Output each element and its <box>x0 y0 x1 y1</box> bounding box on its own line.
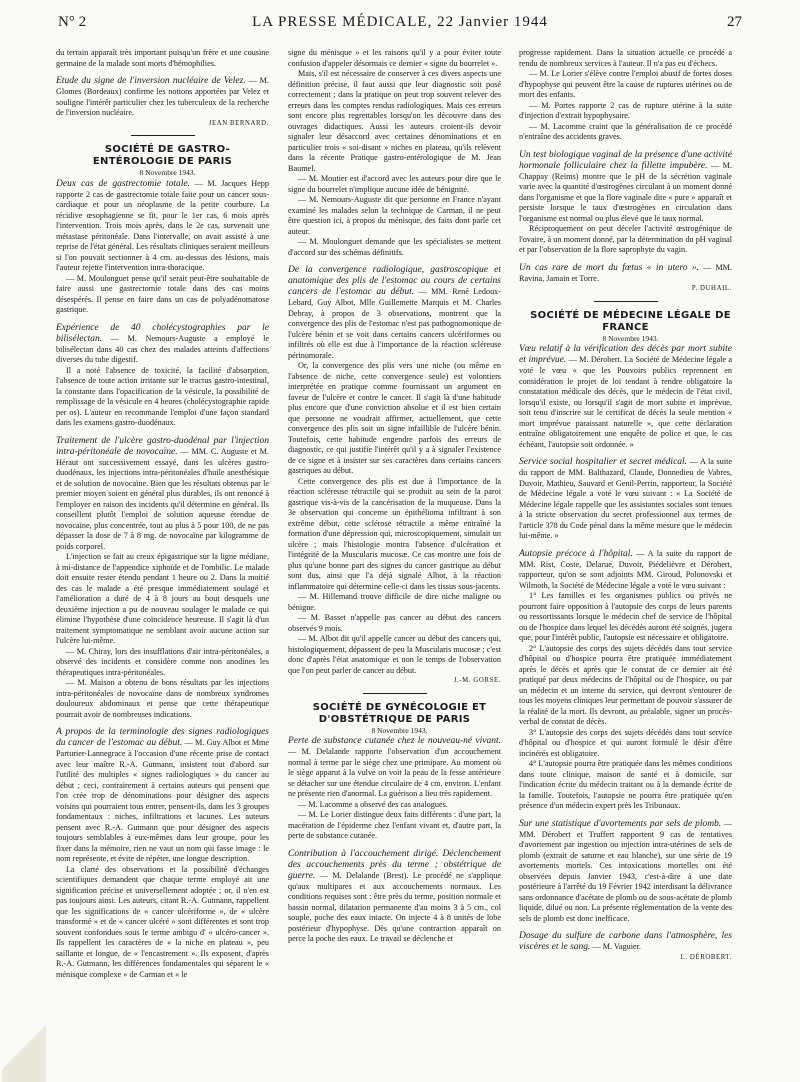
divider <box>131 135 195 136</box>
article-body: — MM. Dérobert et Truffert rapportent 9 cas de tentatives d'avortement par ingestion ou injection intra-utérines de sels de plomb (extrait de saturne et eau blanche), sur une série de 19 avortements mortels. Ces intoxications mortelles ont été observées depuis Janvier 1943, c'est-à-dire à une date postérieure à l'arrêté du 19 Février 1942 interdisant la délivrance sans ordonnance d'acétate de plomb ou de sous-acétate de plomb liquide, dilué ou non. La présente réglementation de la vente des sels de plomb est donc inefficace. <box>519 818 732 923</box>
article-title: Contribution à l'accouchement dirigé. Déclenchement des accouchements près du terme ; obstétrique de guerre. <box>288 848 501 881</box>
paragraph: — M. Moulonguet demande que les spécialistes se mettent d'accord sur des schémas définitifs. <box>288 237 501 257</box>
divider <box>363 693 427 694</box>
article-body: — M. Chappay (Reims) montre que le pH de la sécrétion vaginale varie avec la quantité d'œstrogènes circulant à un moment donné dans l'organisme et que la flore vaginale dite « pure » apparaît et persiste lorsque le taux d'œstrogènes en circulation dans l'organisme est normal ou plus élevé que le taux normal. <box>519 160 732 223</box>
paragraph: — M. Basset n'appelle pas cancer au début des cancers observés 9 mois. <box>288 613 501 633</box>
paragraph: du terrain apparaît très important puisqu'un frère et une cousine germaine de la malade sont morts d'hémophilies. <box>56 48 269 68</box>
paragraph: — M. Hillemand trouve difficile de dire niche maligne ou bénigne. <box>288 592 501 612</box>
paragraph: — M. Maison a obtenu de bons résultats par les injections intra-péritonéales de novocaïne dans de nombreux syndromes douloureux abdominaux et pense que cette thérapeutique pourrait avoir de nombreuses indications. <box>56 678 269 719</box>
article-title: Traitement de l'ulcère gastro-duodénal par l'injection intra-péritonéale de novocaïne. <box>56 435 269 457</box>
article-title: Expérience de 40 cholécystographies par le bilisélectan. <box>56 322 269 344</box>
author-signature: P. DUHAIL. <box>691 285 732 292</box>
society-heading: SOCIÉTÉ DE GASTRO-ENTÉROLOGIE DE PARIS <box>92 144 233 167</box>
article-title: Un test biologique vaginal de la présence d'une activité hormonale folliculaire chez la fillette impubère. <box>519 149 732 171</box>
article-title: A propos de la terminologie des signes radiologiques du cancer de l'estomac au début. <box>56 727 269 748</box>
article-body: — MM. Ravina, Jamain et Torre. <box>519 262 732 283</box>
session-date: 8 Novembre 1943. <box>139 168 196 177</box>
article-body: — A la suite du rapport de MM. Rist, Coste, Delarue, Duvoir, Piédelièvre et Dérobert, rapporteur, qu'on se sont adjoints MM. Giroud, Polonovski et Wilmoth, la Société de Médecine légale a voté le vœu suivant : <box>519 548 732 590</box>
session-date: 8 Novembre 1943. <box>602 333 659 343</box>
society-heading: SOCIÉTÉ DE GYNÉCOLOGIE ET D'OBSTÉTRIQUE DE PARIS <box>312 701 487 725</box>
paragraph: — M. Le Lorier distingue deux faits différents : d'une part, la macération de l'épiderme chez l'enfant vivant et, d'autre part, la perte de substance cutanée. <box>288 810 501 840</box>
article-body: — A la suite du rapport de MM. Balthazard, Claude, Donnedieu de Vabres, Duvoir, Mathieu, Sauvard et Genil-Perrin, rapporteur, la Société de Médecine légale a voté le vœu suivant : « La Société de Médecine légale rappelle que les assistantes sociales sont tenues à la stricte observation du secret professionnel aux termes de l'article 378 du Code pénal dans la même mesure que le médecin lui-même. » <box>519 457 732 540</box>
paragraph: progresse rapidement. Dans la situation actuelle ce procédé a rendu de nombreux services à l'auteur. Il n'a pas eu d'échecs. <box>519 48 732 68</box>
list-item: 3° L'autopsie des corps des sujets décédés dans tout service d'hôpital ou d'hospice et qui auront formulé le désir d'être incinérés est obligatoire. <box>519 727 732 758</box>
society-heading: SOCIÉTÉ DE MÉDECINE LÉGALE DE FRANCE <box>530 309 731 333</box>
article-body: — M. Jacques Hepp rapporte 2 cas de gastrectomie totale faite pour un cancer sous-cardiaque et pour un néoplasme de la petite courbure. La récidive œsophagienne se fit, pour le 1er cas, 6 mois après l'intervention. Trois mois après, dans le 2e cas, survenait une métastase péritonéale. Dans l'intervalle, on avait assisté à une reprise de l'état général. Les résultats cliniques seraient meilleurs si l'on pouvait sectionner à 4 cm. au-dessus des lésions, mais l'auteur rejette l'intervention intra-thoracique. <box>56 178 269 272</box>
paragraph: Or, la convergence des plis vers une niche (ou même en l'absence de niche, cette convergence seule) est volontiers interprétée en pratique comme fournissant un argument en faveur de l'ulcère et contre le cancer. Il s'agit là d'une habitude plus encore que d'une conviction absolue et il est bien certain que personne ne voudrait affirmer, actuellement, que cette convergence des plis soit un signe infaillible de l'ulcère bénin. Toutefois, cette habitude engendre parfois des erreurs de diagnostic, ce qui justifie l'intérêt qu'il y a à signaler l'existence de ce signe et à insister sur ses caractères dans certains cancers gastriques au début. <box>288 361 501 475</box>
article-title: Sur une statistique d'avortements par sels de plomb. <box>519 818 722 829</box>
paragraph: — M. Moutier est d'accord avec les auteurs pour dire que le signe du bourrelet n'implique aucune idée de bénignité. <box>288 174 501 194</box>
article-body: — M. Glomes (Bordeaux) confirme les notions apportées par Velez et souligne l'intérêt particulier chez les tuberculeux de la recherche de l'inversion nucléaire. <box>56 76 269 117</box>
article-body: — M. Guy Albot et Mme Parturier-Lannegrace à l'occasion d'une récente prise de contact avec leur maître R.-A. Gutmann, insistent tout d'abord sur l'utilité des multiples « signes radiologiques » du cancer au début ; ceci, contrairement à certains auteurs qui pensent que l'on crée trop de dénominations pour désigner des aspects voisins qui pourraient tous entrer, pensent-ils, dans les 3 groupes fondamentaux : niches, infiltrations et lacunes. Les auteurs pensent avec R.-A. Gutmann que pour désigner des aspects toujours semblables à eux-mêmes dans leur groupe, pour les fixer dans la mémoire, rien ne vaut un nom qui fasse image : le nom représente, et évite de répéter, une longue description. <box>56 738 269 863</box>
paragraph: signe du ménisque » et les raisons qu'il y a pour éviter toute confusion d'appeler désormais ce dernier « signe du bourrelet ». <box>288 48 501 68</box>
article-title: De la convergence radiologique, gastroscopique et anatomique des plis de l'estomac au cours de certains cancers de l'estomac au début. <box>288 265 501 297</box>
paragraph: — M. Le Lorier s'élève contre l'emploi abusif de fortes doses d'hypophyse qui peuvent être la cause de ruptures utérines ou de mort des enfants. <box>519 69 732 99</box>
paragraph: Il a noté l'absence de toxicité, la facilité d'absorption, l'absence de toute action irritante sur le tractus gastro-intestinal, la constante dans l'opacification de la vésicule, la possibilité de remplissage de la vésicule en 4 heures (cholécystographie rapide per os). L'auteur en recommande l'emploi d'une façon standard dans les examens gastro-duodénaux. <box>56 365 269 427</box>
article-body: — M. Delalande rapporte l'observation d'un accouchement normal à terme par le siège chez une primipare. Au moment où le siège apparut à la vulve on voit la peau de la fesse antérieure se détacher sur une étendue circulaire de 4 cm. environ. L'enfant ne présente rien d'anormal. La guérison a lieu très rapidement. <box>288 747 501 798</box>
paragraph: — M. Chiray, lors des insufflations d'air intra-péritonéales, a observé des incidents et considère comme non anodines les thérapeutiques intra-péritonéales. <box>56 646 269 677</box>
article-title: Perte de substance cutanée chez le nouveau-né vivant. <box>288 736 501 746</box>
paragraph: Mais, s'il est nécessaire de conserver à ces divers aspects une définition précise, il faut aussi que leur diagnostic soit posé correctement ; dans la pratique on peut trop souvent relever des erreurs dans les comptes rendus radiologiques. Mais ces erreurs sont encore plus regrettables lorsqu'on les découvre dans des ouvrages didactiques. Aussi les auteurs croient-ils devoir signaler leur désaccord avec certaines dénominations et en particulier trois « soi-disant » niches en plateau, qu'ils relèvent dans la récente Pratique gastro-entérologique de M. Jean Baumel. <box>288 69 501 173</box>
article-title: Etude du signe de l'inversion nucléaire de Velez. <box>56 76 246 86</box>
author-signature: JEAN BERNARD. <box>208 119 269 127</box>
article-title: Vœu relatif à la vérification des décès par mort subite et imprévue. <box>519 344 732 365</box>
session-date: 8 Novembre 1943. <box>371 725 428 735</box>
list-item: 2° L'autopsie des corps des sujets décédés dans tout service d'hôpital ou d'hospice pourra être pratiquée immédiatement après le décès et après que le constat de ce dernier ait été pratiqué par deux médecins de l'hôpital ou de l'hospice, ou par un médecin et un interne du service, qui devront s'entourer de tous les moyens cliniques leur permettant de pouvoir s'assurer de la réalité de la mort. Ils devront, au préalable, signer un procès-verbal de constat de décès. <box>519 643 732 726</box>
article-body: — M. Delalande (Brest). Le procédé ne s'applique qu'aux multipares et aux accouchements normaux. Les conditions requises sont : être près du terme, position normale et bassin normal, dilatation permanente d'au moins 3 à 5 cm., col souple, poche des eaux intacte. On injecte 4 à 8 unités de lobe postérieur d'hypophyse. Dès qu'une contraction apparaît on perce la poche des eaux. Le travail se déclenche et <box>288 870 501 943</box>
column-3 <box>519 48 732 1068</box>
paragraph: Cette convergence des plis est due à l'importance de la réaction scléreuse rétractile qui se produit au sein de la paroi gastrique vis-à-vis de la cancérisation de la muqueuse. Dans la 3e observation qui concerne un épithélioma infiltrant à son extrême début, cette sclérose rétractile a même entraîné la formation d'une dépression qui, microscopiquement, simulait un ulcère ; mais l'histologie montra l'absence d'ulcération et l'intégrité de la Muscularis mucosæ. Ce cas montre une fois de plus qu'une bonne part des signes du cancer gastrique au début sont dus, ainsi que l'a déjà signalé Albot, à la réaction inflammatoire qui détermine celle-ci dans les tissus sous-jacents. <box>288 476 501 591</box>
article-title: Un cas rare de mort du fœtus « in utero ». <box>519 262 699 273</box>
author-signature: L. DÉROBERT. <box>680 954 732 961</box>
paragraph: — M. Albot dit qu'il appelle cancer au début des cancers qui, histologiquement, dépassent de peu la Muscularis mucosæ ; c'est donc d'après l'état anatomique et non le temps de l'observation que l'on peut parler de cancer au début. <box>288 634 501 675</box>
article-title: Deux cas de gastrectomie totale. <box>56 178 190 189</box>
article-body: — M. Nemours-Auguste a employé le bilisélectan dans 40 cas chez des malades atteints d'affections diverses du tube digestif. <box>56 333 269 364</box>
article-title: Dosage du sulfure de carbone dans l'atmosphère, les viscères et le sang. <box>519 931 732 952</box>
paragraph: — M. Lacomme a observé des cas analogues. <box>298 799 448 809</box>
author-signature: J.-M. GORSE. <box>453 677 501 684</box>
paragraph: — M. Lacomme craint que la généralisation de ce procédé n'entraîne des accidents graves. <box>519 121 732 141</box>
article-title: Autopsie précoce à l'hôpital. <box>519 548 633 559</box>
article-body: — MM. C. Auguste et M. Héraut ont successivement essayé, dans les ulcères gastro-duodénaux, les injections intra-péritonéales d'huile anesthésique et de solution de novocaïne. Bien que les résultats obtenus par le premier moyen soient en général plus durables, ils ont renoncé à l'employer en raison des incidents qu'il détermine en général. Ils conseillent plutôt l'emploi de solution aqueuse étendue de novocaïne, plus concentrée, tout au plus à 5 pour 100, de ne pas dépasser la dose de 7 à 8 mg. de novocaïne par kilogramme de poids corporel. <box>56 446 269 551</box>
paragraph: La clarté des observations et la possibilité d'échanges scientifiques demandent que chaque terme employé ait une signification précise et universellement adoptée ; or, il n'en est pas toujours ainsi. Les auteurs, citant R.-A. Gutmann, rappellent que les significations de « cancer ulcériforme », de « ulcère transformé » et de « cancer ulcéré » sont différentes et sont trop souvent confondues sous le terme ambigu d' « ulcéro-cancer ». Ils rappellent les caractères de « la niche en plateau », peu saillante et longue, de « l'encastrement ». Ils exposent, d'après R.-A. Gutmann, les différences fondamentales qui séparent le « ménisque complexe » de Carman et « le <box>56 864 269 979</box>
page-corner-fold <box>2 1012 46 1082</box>
column-1 <box>56 48 269 1068</box>
issue-number: N° 2 <box>58 14 87 30</box>
paragraph: — M. Moulonguet pense qu'il serait peut-être souhaitable de faire aussi une gastrectomie totale dans des cas moins désespérés. Il pense en faire dans un cas de polyadénomatose gastrique. <box>56 273 269 314</box>
page-number: 27 <box>727 14 742 30</box>
article-body: — M. Vaguier. <box>592 942 641 951</box>
journal-title: LA PRESSE MÉDICALE, 22 Janvier 1944 <box>252 14 548 30</box>
paragraph: — M. Nemours-Auguste dit que personne en France n'ayant examiné les malades selon la technique de Carman, il ne peut être question ici, à propos du ménisque, des faits dont parle cet auteur. <box>288 195 501 236</box>
column-2 <box>288 48 501 1068</box>
divider <box>594 301 658 302</box>
article-body: — M. Dérobert. La Société de Médecine légale a voté le vœu « que les Pouvoirs publics reprennent en considération le projet de loi tendant à rendre obligatoire la constatation médicale des décès, que le médecin de l'état civil, lorsqu'il existe, ou lorsqu'il s'agit de mort subite et imprévue, soit tenu d'inscrire sur le certificat de décès la seule mention « mort imprévue paraissant naturelle », que cette déclaration entraîne obligatoirement une enquête de police et que, le cas échéant, l'autopsie soit ordonnée. » <box>519 355 732 449</box>
list-item: 4° L'autopsie pourra être pratiquée dans les mêmes conditions dans toute clinique, maison de santé et à domicile, sur l'indication écrite du médecin traitant ou à la demande écrite de la famille. Toutefois, l'autopsie ne pourra être pratiquée qu'en présence d'un médecin expert près les Tribunaux. <box>519 759 732 810</box>
article-body: — MM. René Ledoux-Lebard, Guy Albot, Mlle Guillemette Marquis et M. Charles Debray, à propos de 3 observations, montrent que la convergence des plis de l'estomac n'est pas pathognomonique de l'ulcère bénin et se voit dans certains cancers ulcériformes ou infiltrés où elle est due à l'importance de la réaction scléreuse périnumorale. <box>288 287 501 360</box>
article-title: Service social hospitalier et secret médical. <box>519 457 688 467</box>
paragraph: Réciproquement on peut déceler l'activité œstrogénique de l'ovaire, à un moment donné, par la détermination du pH vaginal et par l'observation de la flore saprophyte du vagin. <box>519 224 732 254</box>
paragraph: — M. Portes rapporte 2 cas de rupture utérine à la suite d'injection d'extrait hypophysaire. <box>519 100 732 120</box>
page-header <box>58 14 742 38</box>
paragraph: L'injection se fait au creux épigastrique sur la ligne médiane, à mi-distance de l'appendice xiphoïde et de l'ombilic. Le malade doit ensuite rester étendu pendant 1 heure ou 2. Dans la moitié des cas le malade a été presque immédiatement soulagé et l'amélioration a duré de 4 à 8 jours au bout desquels une deuxième injection a pu de nouveau soulager le malade ce qui élimine l'hypothèse d'une coïncidence heureuse. Il s'agit là d'un traitement symptomatique ne semblant avoir aucune action sur l'ulcère lui-même. <box>56 552 269 645</box>
list-item: 1° Les familles et les organismes publics ou privés ne pourront faire opposition à l'autopsie des corps de leurs parents ou ressortissants lorsque le médecin chef de service de l'hôpital ou de l'hospice dans lequel les décédés auront été soignés, jugera que, pour l'intérêt public, l'autopsie est nécessaire et obligatoire. <box>519 591 732 642</box>
